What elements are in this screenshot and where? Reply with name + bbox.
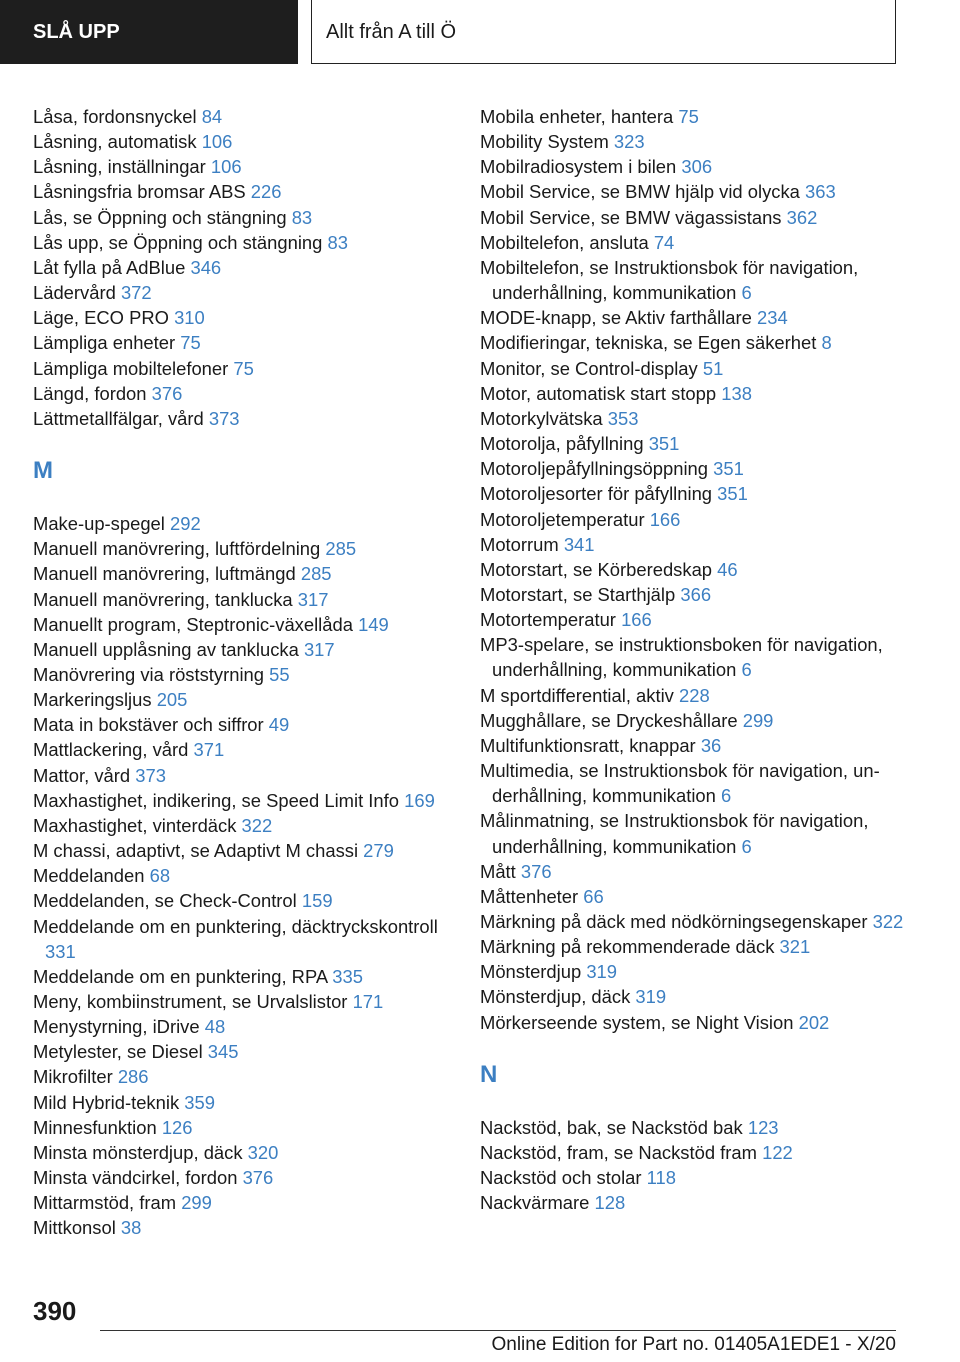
page-reference-link[interactable]: 335	[332, 965, 363, 987]
page-reference-link[interactable]: 341	[563, 533, 595, 555]
index-entry	[33, 104, 463, 129]
page-reference-link[interactable]: 299	[181, 1192, 212, 1214]
index-entry-term: Meddelanden	[33, 865, 145, 887]
index-column-right	[480, 104, 930, 1215]
page-reference-link[interactable]: 123	[747, 1116, 779, 1138]
page-reference-link[interactable]: 68	[149, 865, 171, 887]
index-entry-term: Manuell manövrering, tanklucka	[33, 588, 293, 610]
index-entry-term: M chassi, adaptivt, se Adaptivt M chassi	[33, 840, 359, 862]
index-entry	[33, 1190, 463, 1215]
index-entry-term: Mittkonsol	[33, 1217, 116, 1239]
page-reference-link[interactable]: 75	[233, 357, 254, 379]
index-entry-term: Minsta vändcirkel, fordon	[33, 1167, 238, 1189]
index-entry-term: Mörkerseende system, se Night Vision	[480, 1011, 794, 1033]
page-reference-link[interactable]: 46	[717, 558, 738, 580]
index-entry-term: Mattlackering, vård	[33, 739, 189, 761]
index-entry-term: Mugghållare, se Dryckeshållare	[480, 709, 738, 731]
page-reference-link[interactable]: 373	[135, 764, 166, 786]
page-reference-link[interactable]: 346	[190, 256, 222, 278]
page-reference-link[interactable]: 36	[700, 734, 722, 756]
page-reference-link[interactable]: 376	[151, 382, 183, 404]
index-entry-term: Motorstart, se Körberedskap	[480, 558, 713, 580]
page-reference-link[interactable]: 234	[757, 307, 788, 329]
index-entry-term: Meny, kombiinstrument, se Urvalslistor	[33, 991, 348, 1012]
index-entry-term: Mobilradiosystem i bilen	[480, 156, 677, 178]
index-entry	[33, 536, 463, 561]
page-reference-link[interactable]: 48	[204, 1016, 226, 1038]
page-reference-link[interactable]: 159	[301, 890, 333, 912]
index-entry-term: MODE-knapp, se Aktiv farthållare	[480, 307, 752, 329]
index-entry-term: Motortemperatur	[480, 609, 616, 631]
index-entry	[33, 561, 463, 586]
index-entry-term: Motorkylvätska	[480, 407, 603, 429]
page-reference-link[interactable]: 372	[120, 282, 152, 304]
page-reference-link[interactable]: 84	[201, 106, 223, 127]
index-entry	[33, 863, 463, 888]
index-entry-term: Meddelande om en punktering, däcktryckskontroll	[33, 915, 438, 937]
page-reference-link[interactable]: 376	[242, 1167, 274, 1189]
index-entry-term: Manuell manövrering, luftmängd	[33, 563, 296, 585]
index-entry	[480, 1190, 930, 1215]
index-entry	[480, 607, 930, 632]
page-reference-link[interactable]: 331	[45, 940, 76, 962]
index-entry-term: Menystyrning, iDrive	[33, 1016, 200, 1038]
page-reference-link[interactable]: 83	[291, 206, 313, 228]
index-entry	[480, 934, 930, 959]
page-reference-link[interactable]: 286	[117, 1066, 149, 1088]
page-reference-link[interactable]: 8	[821, 332, 832, 354]
index-entry	[33, 1165, 463, 1190]
index-entry-term: Mönsterdjup	[480, 961, 582, 983]
page-reference-link[interactable]: 106	[201, 131, 233, 153]
index-entry	[480, 481, 930, 506]
page-reference-link[interactable]: 228	[679, 684, 710, 706]
index-entry-term: Motorolja, påfyllning	[480, 433, 644, 455]
index-entry	[480, 230, 930, 255]
page-reference-link[interactable]: 285	[300, 563, 332, 585]
index-entry	[480, 532, 930, 557]
page-reference-link[interactable]: 55	[269, 663, 290, 685]
index-entry	[480, 1165, 930, 1190]
index-entry	[480, 507, 930, 532]
index-entry-term: Meddelande om en punktering, RPA	[33, 965, 328, 987]
index-entry-term: Läge, ECO PRO	[33, 307, 169, 329]
index-entry-term: Mått	[480, 860, 516, 882]
page-reference-link[interactable]: 51	[702, 357, 724, 379]
page-reference-link[interactable]: 6	[721, 785, 732, 807]
index-entry-term: Märkning på rekommenderade däck	[480, 936, 775, 958]
index-entry	[33, 1014, 463, 1039]
page-reference-link[interactable]: 359	[184, 1091, 215, 1113]
index-entry	[33, 356, 463, 381]
index-entry-term: Mild Hybrid-teknik	[33, 1091, 180, 1113]
index-entry-term: Lås upp, se Öppning och stängning	[33, 231, 323, 253]
index-letter: M	[33, 457, 53, 485]
chapter-title: Allt från A till Ö	[311, 0, 896, 64]
page-reference-link[interactable]: 75	[180, 332, 201, 354]
page-reference-link[interactable]: 345	[207, 1041, 239, 1063]
index-entry-term: Lädervård	[33, 282, 116, 304]
page-reference-link[interactable]: 317	[303, 638, 335, 660]
index-entry	[33, 154, 463, 179]
index-entry	[33, 205, 463, 230]
index-entry	[480, 683, 930, 708]
index-entry	[33, 230, 463, 255]
index-entry-term: Meddelanden, se Check-Control	[33, 890, 297, 912]
index-entry	[33, 1215, 463, 1240]
page-reference-link[interactable]: 351	[713, 458, 744, 480]
index-entry	[33, 1115, 463, 1140]
page-reference-link[interactable]: 351	[648, 433, 680, 455]
page-reference-link[interactable]: 319	[586, 961, 618, 983]
page-reference-link[interactable]: 366	[680, 583, 712, 605]
index-entry-term: Manuell manövrering, luftfördelning	[33, 538, 321, 560]
index-entry	[480, 456, 930, 481]
index-entry-term: Låsning, inställningar	[33, 156, 206, 178]
index-entry-term: Låsningsfria bromsar ABS	[33, 181, 246, 203]
index-entry	[480, 406, 930, 431]
page-reference-link[interactable]: 226	[250, 181, 282, 203]
index-entry-term: Nackstöd och stolar	[480, 1167, 642, 1189]
page-reference-link[interactable]: 362	[786, 206, 818, 228]
index-entry-term: Markeringsljus	[33, 689, 152, 711]
index-entry-term: Motoroljetemperatur	[480, 508, 645, 530]
index-entry-term: Längd, fordon	[33, 382, 147, 404]
index-entry	[480, 305, 930, 330]
index-entry	[480, 1115, 930, 1140]
page-reference-link[interactable]: 75	[678, 106, 699, 127]
page-reference-link[interactable]: 376	[520, 860, 552, 882]
index-entry-term: Mobility System	[480, 131, 609, 153]
index-entry	[33, 989, 463, 1014]
index-entry	[33, 763, 463, 788]
index-entry-term: Mattor, vård	[33, 764, 131, 786]
index-entry	[480, 808, 930, 858]
page-reference-link[interactable]: 306	[681, 156, 713, 178]
footer-divider	[100, 1330, 896, 1331]
index-entry	[33, 381, 463, 406]
index-entry	[33, 687, 463, 712]
index-entry	[480, 909, 930, 934]
index-entry-term: Mobil Service, se BMW hjälp vid olycka	[480, 181, 800, 203]
index-entry	[480, 582, 930, 607]
index-entry	[33, 511, 463, 536]
index-entry	[33, 964, 463, 989]
page-reference-link[interactable]: 363	[805, 181, 836, 203]
page-reference-link[interactable]: 322	[872, 911, 904, 932]
index-entry-term: Manövrering via röststyrning	[33, 663, 264, 685]
page-reference-link[interactable]: 169	[404, 789, 435, 811]
index-entry	[480, 733, 930, 758]
page-reference-link[interactable]: 310	[174, 307, 205, 329]
index-entry	[33, 330, 463, 355]
index-entry-term: Lås, se Öppning och stängning	[33, 206, 287, 228]
page-reference-link[interactable]: 128	[594, 1192, 626, 1214]
index-entry	[33, 255, 463, 280]
index-entry-term: Modifieringar, tekniska, se Egen säkerhet	[480, 332, 817, 354]
index-entry	[33, 129, 463, 154]
index-entry-term: Maxhastighet, indikering, se Speed Limit Info	[33, 789, 399, 811]
index-entry	[480, 381, 930, 406]
index-entry-term: M sportdifferential, aktiv	[480, 684, 674, 706]
page-reference-link[interactable]: 292	[170, 513, 201, 535]
page-reference-link[interactable]: 122	[762, 1141, 793, 1163]
index-entry	[480, 104, 930, 129]
index-entry	[33, 914, 463, 964]
edition-note: Online Edition for Part no. 01405A1EDE1 - X/20	[491, 1334, 896, 1355]
index-entry-term: Monitor, se Control-display	[480, 357, 698, 379]
page-reference-link[interactable]: 6	[741, 282, 752, 304]
index-entry	[480, 984, 930, 1009]
page-reference-link[interactable]: 319	[635, 986, 667, 1008]
index-entry	[33, 305, 463, 330]
index-entry	[33, 1140, 463, 1165]
index-entry	[33, 637, 463, 662]
page-reference-link[interactable]: 299	[742, 709, 774, 731]
page-reference-link[interactable]: 279	[363, 840, 394, 862]
page-reference-link[interactable]: 38	[120, 1217, 142, 1239]
index-entry	[33, 1039, 463, 1064]
index-entry-term: Minnesfunktion	[33, 1116, 157, 1138]
index-entry	[33, 813, 463, 838]
index-entry	[33, 737, 463, 762]
page-reference-link[interactable]: 202	[798, 1011, 830, 1033]
index-entry	[480, 557, 930, 582]
page-reference-link[interactable]: 83	[327, 231, 348, 253]
index-entry-term: Motor, automatisk start stopp	[480, 382, 717, 404]
index-entry-term: Mobila enheter, hantera	[480, 106, 674, 127]
index-entry-term: Multifunktionsratt, knappar	[480, 734, 696, 756]
page-reference-link[interactable]: 322	[241, 814, 273, 836]
index-entry-term: Manuellt program, Steptronic-växellåda	[33, 613, 353, 635]
index-entry-term: Mönsterdjup, däck	[480, 986, 631, 1008]
index-entry	[33, 888, 463, 913]
index-entry	[33, 280, 463, 305]
page-reference-link[interactable]: 106	[210, 156, 242, 178]
index-entry	[480, 1010, 930, 1035]
index-entry-term: Märkning på däck med nödkörningsegenskaper	[480, 911, 868, 932]
index-entry	[480, 431, 930, 456]
index-entry-term: Nackstöd, bak, se Nackstöd bak	[480, 1116, 743, 1138]
index-entry-term: Målinmatning, se Instruktionsbok för navigation, underhållning, kommunikation	[480, 810, 869, 857]
index-entry-term: Make-up-spegel	[33, 513, 165, 535]
index-entry	[33, 612, 463, 637]
index-entry	[33, 788, 463, 813]
index-entry	[480, 129, 930, 154]
page-reference-link[interactable]: 351	[717, 483, 748, 505]
index-letter: N	[480, 1060, 498, 1088]
index-entry	[480, 959, 930, 984]
index-entry-term: Mobiltelefon, se Instruktionsbok för navigation, underhållning, kommunikation	[480, 256, 859, 304]
index-entry-term: Mobiltelefon, ansluta	[480, 231, 649, 253]
index-entry-term: Låt fylla på AdBlue	[33, 256, 186, 278]
page-reference-link[interactable]: 166	[621, 609, 652, 631]
page-reference-link[interactable]: 171	[352, 991, 384, 1012]
page-reference-link[interactable]: 6	[741, 659, 752, 681]
index-entry-term: MP3-spelare, se instruktionsboken för navigation, underhållning, kommunikation	[480, 634, 883, 681]
index-entry-term: Lämpliga mobiltelefoner	[33, 357, 229, 379]
index-entry-term: Manuell upplåsning av tanklucka	[33, 638, 299, 660]
index-entry-term: Låsning, automatisk	[33, 131, 197, 153]
index-entry-term: Motoroljesorter för påfyllning	[480, 483, 713, 505]
index-entry	[480, 255, 930, 305]
page-reference-link[interactable]: 74	[653, 231, 675, 253]
page-reference-link[interactable]: 6	[741, 835, 752, 857]
index-entry	[480, 884, 930, 909]
index-entry	[33, 712, 463, 737]
index-entry	[480, 179, 930, 204]
index-entry	[33, 179, 463, 204]
index-entry-term: Motorstart, se Starthjälp	[480, 583, 676, 605]
index-entry-term: Mittarmstöd, fram	[33, 1192, 177, 1214]
index-entry	[33, 587, 463, 612]
index-entry-term: Lättmetallfälgar, vård	[33, 407, 204, 429]
index-entry-term: Låsa, fordonsnyckel	[33, 106, 197, 127]
page-reference-link[interactable]: 138	[721, 382, 752, 404]
index-entry-term: Motorrum	[480, 533, 559, 555]
index-entry	[480, 356, 930, 381]
page-reference-link[interactable]: 166	[649, 508, 681, 530]
index-entry	[480, 758, 930, 808]
page-reference-link[interactable]: 126	[161, 1116, 193, 1138]
index-entry-term: Minsta mönsterdjup, däck	[33, 1141, 243, 1163]
page-reference-link[interactable]: 118	[646, 1167, 676, 1189]
index-letter-heading	[480, 1035, 930, 1115]
page-reference-link[interactable]: 320	[247, 1141, 279, 1163]
index-letter-heading	[33, 431, 463, 511]
page-reference-link[interactable]: 371	[193, 739, 225, 761]
page-header	[0, 0, 960, 66]
index-entry	[480, 632, 930, 682]
index-entry-term: Nackstöd, fram, se Nackstöd fram	[480, 1141, 757, 1163]
index-entry	[33, 1064, 463, 1089]
page-reference-link[interactable]: 205	[156, 689, 188, 711]
index-entry-term: Maxhastighet, vinterdäck	[33, 814, 237, 836]
index-entry-term: Mobil Service, se BMW vägassistans	[480, 206, 782, 228]
index-entry-term: Nackvärmare	[480, 1192, 590, 1214]
index-entry	[33, 838, 463, 863]
page-reference-link[interactable]: 321	[779, 936, 811, 958]
index-entry-term: Motoroljepåfyllningsöppning	[480, 458, 708, 480]
index-entry-term: Lämpliga enheter	[33, 332, 176, 354]
page-reference-link[interactable]: 323	[613, 131, 645, 153]
index-entry-term: Multimedia, se Instruktionsbok för navigation, underhållning, kommunikation	[480, 760, 880, 807]
page-reference-link[interactable]: 353	[607, 407, 639, 429]
index-entry	[480, 859, 930, 884]
page-reference-link[interactable]: 49	[268, 714, 290, 736]
index-entry	[33, 1090, 463, 1115]
index-entry-term: Mikrofilter	[33, 1066, 113, 1088]
page-number: 390	[33, 1296, 77, 1326]
index-entry-term: Metylester, se Diesel	[33, 1041, 203, 1063]
index-entry	[480, 205, 930, 230]
page-reference-link[interactable]: 317	[297, 588, 329, 610]
index-entry-term: Mata in bokstäver och siffror	[33, 714, 264, 736]
section-tab[interactable]: SLÅ UPP	[0, 0, 298, 64]
page-reference-link[interactable]: 149	[358, 613, 389, 635]
index-entry	[480, 330, 930, 355]
index-entry	[480, 708, 930, 733]
index-entry	[480, 1140, 930, 1165]
page-reference-link[interactable]: 285	[325, 538, 357, 560]
index-column-left	[33, 104, 463, 1241]
index-entry	[480, 154, 930, 179]
index-entry-term: Måttenheter	[480, 885, 579, 907]
page-reference-link[interactable]: 66	[583, 885, 604, 907]
index-entry	[33, 662, 463, 687]
index-entry	[33, 406, 463, 431]
page-reference-link[interactable]: 373	[208, 407, 240, 429]
